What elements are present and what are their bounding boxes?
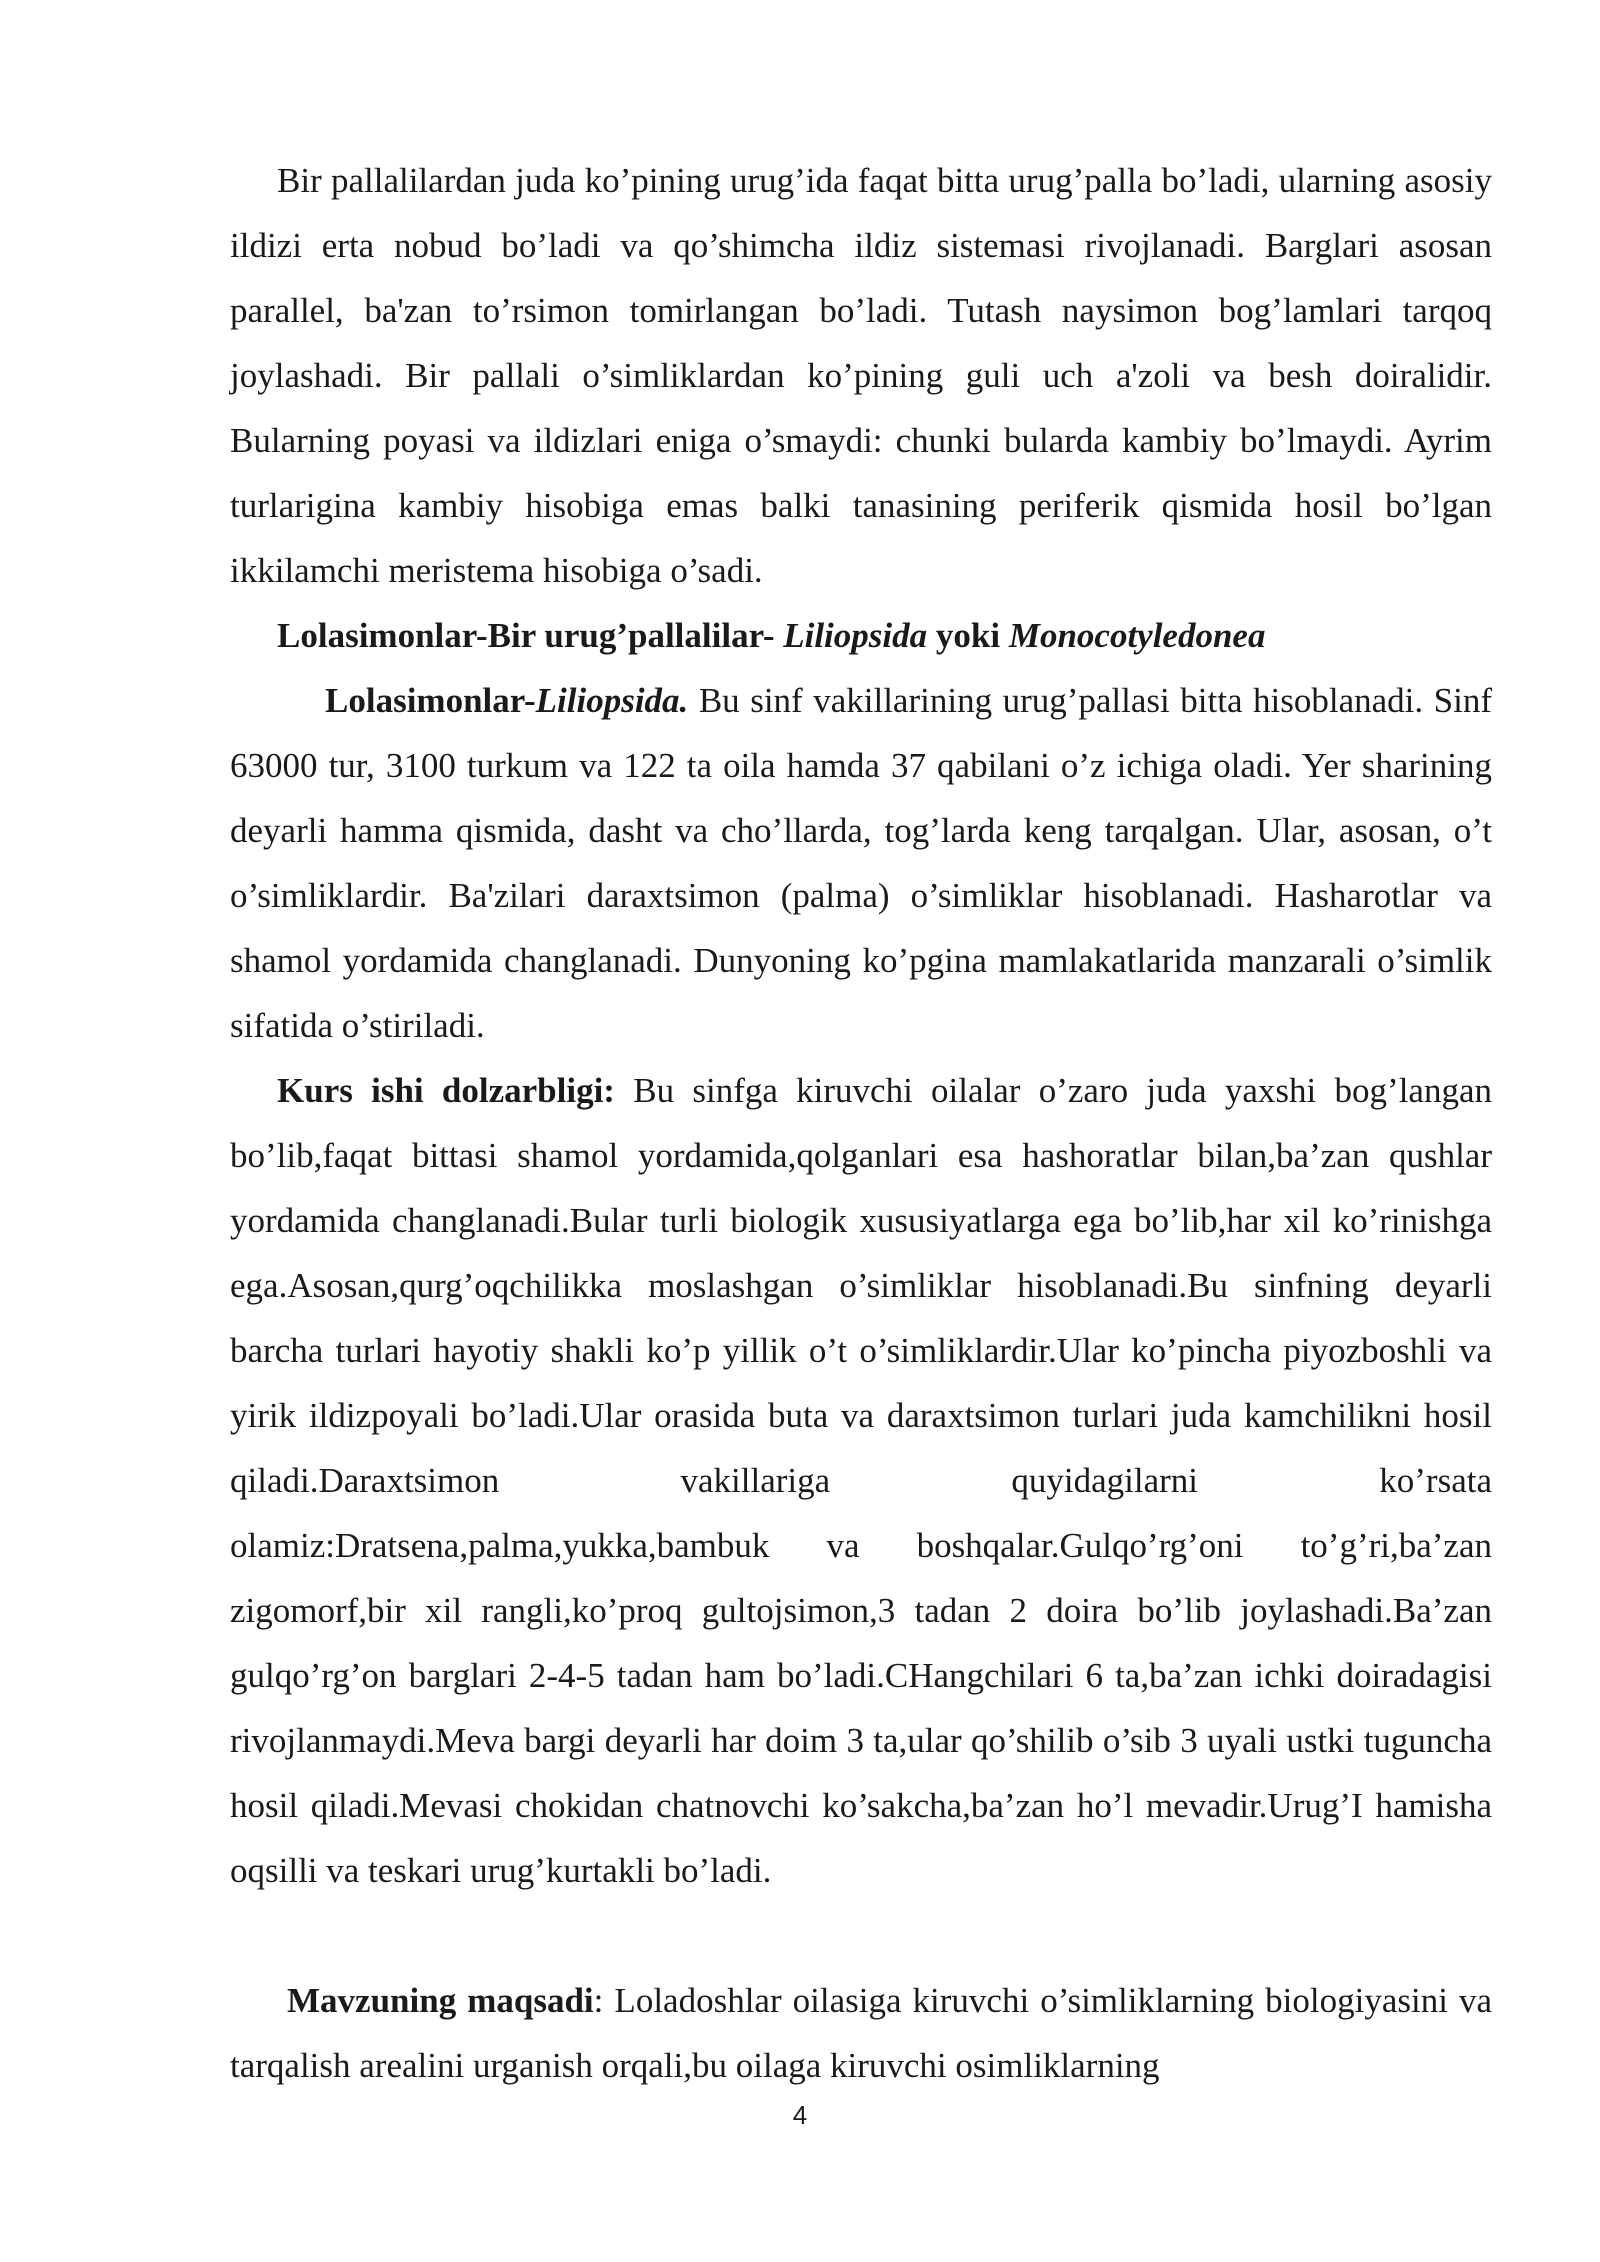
- paragraph-goal: [230, 1968, 1492, 2098]
- paragraph-class-text: Bu sinf vakillarining urug’pallasi bitta hisoblanadi. Sinf 63000 tur, 3100 turkum va 122 ta oila hamda 37 qabilani o’z ichiga oladi. Yer sharining deyarli hamma qismida, dasht va cho’llarda, tog’larda keng tarqalgan. Ular, asosan, o’t o’simliklardir. Ba'zilari daraxtsimon (palma) o’simliklar hisoblanadi. Hasharotlar va shamol yordamida changlanadi. Dunyoning ko’pgina mamlakatlarida manzarali o’simlik sifatida o’stiriladi.: [230, 681, 1492, 1045]
- goal-label: Mavzuning maqsadi: [287, 1981, 594, 2020]
- paragraph-relevance: [230, 1058, 1492, 1903]
- paragraph-lead-term: Lolasimonlar-: [325, 681, 536, 720]
- section-heading: [230, 603, 1492, 668]
- goal-text: : Loladoshlar oilasiga kiruvchi o’simliklarning biologiyasini va tarqalish arealini urganish orqali,bu oilaga kiruvchi osimliklarning: [230, 1981, 1493, 2085]
- paragraph-intro: Bir pallalilardan juda ko’pining urug’ida faqat bitta urug’palla bo’ladi, ularning asosiy ildizi erta nobud bo’ladi va qo’shimcha ildiz sistemasi rivojlanadi. Barglari asosan parallel, ba'zan to’rsimon tomirlangan bo’ladi. Tutash naysimon bog’lamlari tarqoq joylashadi. Bir pallali o’simliklardan ko’pining guli uch a'zoli va besh doiralidir. Bularning poyasi va ildizlari eniga o’smaydi: chunki bularda kambiy bo’lmaydi. Ayrim turlarigina kambiy hisobiga emas balki tanasining periferik qismida hosil bo’lgan ikkilamchi meristema hisobiga o’sadi.: [230, 161, 1492, 590]
- body-text: [230, 148, 1492, 2098]
- heading-text: Lolasimonlar-Bir urug’pallalilar-: [277, 616, 784, 655]
- paragraph-class-description: [230, 668, 1492, 1058]
- heading-latin-monocotyledonea: Monocotyledonea: [1008, 616, 1266, 655]
- heading-conjunction: yoki: [927, 616, 1009, 655]
- page-number: 4: [792, 2100, 808, 2130]
- relevance-text: Bu sinfga kiruvchi oilalar o’zaro juda yaxshi bog’langan bo’lib,faqat bittasi shamol yordamida,qolganlari esa hashoratlar bilan,ba’zan qushlar yordamida changlanadi.Bular turli biologik xususiyatlarga ega bo’lib,har xil ko’rinishga ega.Asosan,qurg’oqchilikka moslashgan o’simliklar hisoblanadi.Bu sinfning deyarli barcha turlari hayotiy shakli ko’p yillik o’t o’simliklardir.Ular ko’pincha piyozboshli va yirik ildizpoyali bo’ladi.Ular orasida buta va daraxtsimon turlari juda kamchilikni hosil qiladi.Daraxtsimon vakillariga quyidagilarni ko’rsata olamiz:Dratsena,palma,yukka,bambuk va boshqalar.Gulqo’rg’oni to’g’ri,ba’zan zigomorf,bir xil rangli,ko’proq gultojsimon,3 tadan 2 doira bo’lib joylashadi.Ba’zan gulqo’rg’on barglari 2-4-5 tadan ham bo’ladi.CHangchilari 6 ta,ba’zan ichki doiradagisi rivojlanmaydi.Meva bargi deyarli har doim 3 ta,ular qo’shilib o’sib 3 uyali ustki tuguncha hosil qiladi.Mevasi chokidan chatnovchi ko’sakcha,ba’zan ho’l mevadir.Urug’I hamisha oqsilli va teskari urug’kurtakli bo’ladi.: [230, 1071, 1492, 1890]
- paragraph-lead-latin: Liliopsida.: [535, 681, 689, 720]
- heading-latin-liliopsida: Liliopsida: [783, 616, 928, 655]
- relevance-label: Kurs ishi dolzarbligi:: [277, 1071, 615, 1110]
